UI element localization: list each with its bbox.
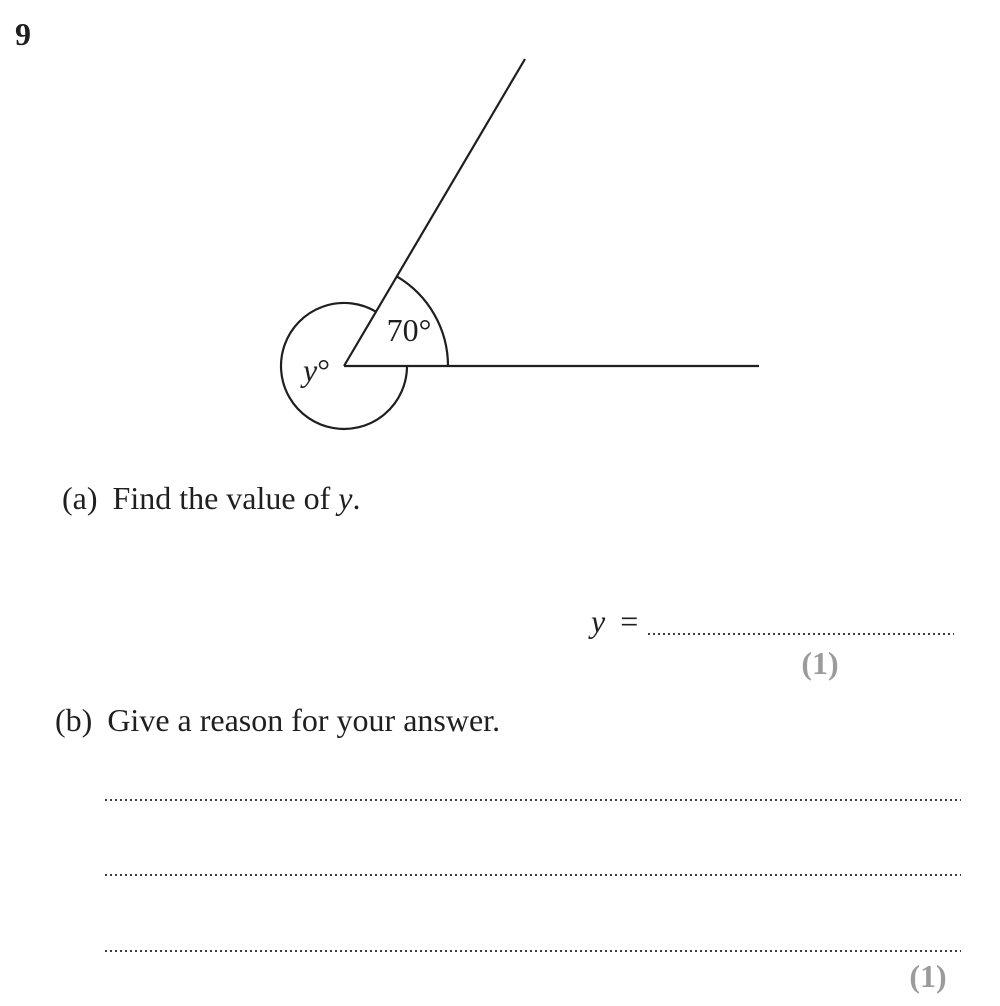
angle-label-70: 70° <box>386 312 432 348</box>
part-b-prompt: Give a reason for your answer. <box>107 702 501 738</box>
part-b-row <box>55 704 500 736</box>
part-b-label: (b) <box>55 702 93 738</box>
part-a-row <box>62 482 360 514</box>
part-a-label: (a) <box>62 480 98 516</box>
answer-variable: y <box>591 603 606 639</box>
answer-line-1 <box>105 799 961 801</box>
equals-sign: = <box>620 603 639 639</box>
part-a-prompt-text: Find the value of <box>112 480 339 516</box>
part-a-prompt <box>113 480 361 516</box>
answer-row <box>591 605 638 637</box>
answer-line-2 <box>105 874 961 876</box>
part-a-variable: y <box>338 480 353 516</box>
ray-slanted <box>344 59 525 366</box>
answer-line-3 <box>105 950 961 952</box>
part-a-marks: (1) <box>801 645 839 681</box>
angle-diagram <box>0 0 1000 470</box>
part-a-prompt-period: . <box>352 480 361 516</box>
answer-dotted-line <box>648 633 954 635</box>
question-number: 9 <box>15 16 31 52</box>
reflex-angle-label: y° <box>303 352 330 388</box>
part-b-marks: (1) <box>909 958 947 994</box>
